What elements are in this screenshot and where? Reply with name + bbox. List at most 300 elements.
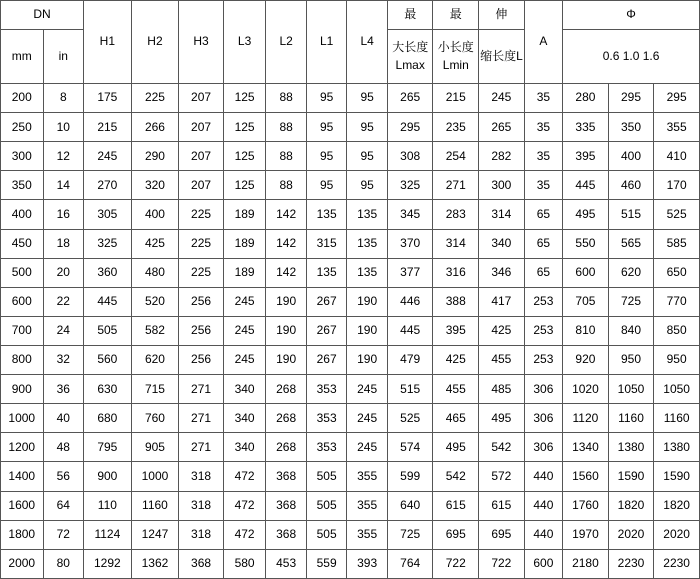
cell-shrink: 245 — [479, 84, 525, 113]
cell-phi-06: 2180 — [563, 549, 609, 578]
cell-lmin: 395 — [433, 316, 479, 345]
cell-lmin: 615 — [433, 491, 479, 520]
cell-dn-mm: 1400 — [1, 462, 44, 491]
cell-l2: 88 — [266, 142, 307, 171]
cell-phi-16: 585 — [654, 229, 700, 258]
cell-h2: 520 — [131, 287, 179, 316]
cell-lmin: 271 — [433, 171, 479, 200]
cell-l1: 353 — [306, 433, 347, 462]
cell-h3: 318 — [179, 491, 224, 520]
cell-dn-mm: 200 — [1, 84, 44, 113]
cell-phi-16: 410 — [654, 142, 700, 171]
cell-h1: 560 — [84, 346, 132, 375]
cell-h2: 905 — [131, 433, 179, 462]
cell-l3: 340 — [223, 375, 266, 404]
cell-l3: 245 — [223, 287, 266, 316]
cell-dn-mm: 700 — [1, 316, 44, 345]
cell-a: 306 — [524, 375, 562, 404]
header-h2: H2 — [131, 1, 179, 84]
cell-h2: 290 — [131, 142, 179, 171]
table-row — [1, 287, 700, 316]
cell-phi-16: 1050 — [654, 375, 700, 404]
cell-lmin: 722 — [433, 549, 479, 578]
cell-phi-16: 850 — [654, 316, 700, 345]
cell-phi-06: 705 — [563, 287, 609, 316]
cell-l3: 472 — [223, 462, 266, 491]
cell-a: 253 — [524, 287, 562, 316]
cell-dn-in: 18 — [43, 229, 84, 258]
cell-l2: 88 — [266, 113, 307, 142]
header-a: A — [524, 1, 562, 84]
cell-shrink: 340 — [479, 229, 525, 258]
header-shrink-detail — [479, 30, 525, 84]
cell-dn-mm: 800 — [1, 346, 44, 375]
cell-dn-mm: 600 — [1, 287, 44, 316]
table-row — [1, 84, 700, 113]
header-unit-in: in — [43, 30, 84, 84]
cell-l3: 580 — [223, 549, 266, 578]
cell-phi-16: 1820 — [654, 491, 700, 520]
cell-a: 253 — [524, 346, 562, 375]
cell-dn-mm: 1800 — [1, 520, 44, 549]
header-phi-pressures: 0.6 1.0 1.6 — [563, 30, 700, 84]
cell-phi-06: 280 — [563, 84, 609, 113]
cell-lmax: 377 — [387, 258, 433, 287]
cell-l3: 245 — [223, 346, 266, 375]
cell-h3: 225 — [179, 258, 224, 287]
cell-lmax: 574 — [387, 433, 433, 462]
cell-lmax: 640 — [387, 491, 433, 520]
cell-shrink: 282 — [479, 142, 525, 171]
cell-a: 440 — [524, 491, 562, 520]
cell-shrink: 615 — [479, 491, 525, 520]
cell-l4: 95 — [347, 84, 388, 113]
cell-l2: 142 — [266, 229, 307, 258]
cell-l3: 125 — [223, 171, 266, 200]
header-lmin-line2: Lmin — [442, 57, 469, 72]
cell-phi-16: 1380 — [654, 433, 700, 462]
cell-a: 65 — [524, 200, 562, 229]
cell-l4: 245 — [347, 433, 388, 462]
cell-lmax: 295 — [387, 113, 433, 142]
table-header-row-1 — [1, 1, 700, 30]
cell-phi-10: 950 — [608, 346, 654, 375]
cell-a: 440 — [524, 462, 562, 491]
cell-lmin: 542 — [433, 462, 479, 491]
cell-l4: 393 — [347, 549, 388, 578]
cell-phi-10: 1820 — [608, 491, 654, 520]
cell-phi-10: 620 — [608, 258, 654, 287]
table-row — [1, 113, 700, 142]
cell-l1: 353 — [306, 375, 347, 404]
cell-h2: 425 — [131, 229, 179, 258]
cell-h3: 207 — [179, 84, 224, 113]
cell-lmax: 325 — [387, 171, 433, 200]
cell-phi-10: 350 — [608, 113, 654, 142]
cell-lmax: 725 — [387, 520, 433, 549]
cell-l4: 190 — [347, 346, 388, 375]
cell-h3: 207 — [179, 142, 224, 171]
cell-shrink: 425 — [479, 316, 525, 345]
cell-l2: 88 — [266, 84, 307, 113]
cell-dn-in: 12 — [43, 142, 84, 171]
cell-lmin: 388 — [433, 287, 479, 316]
header-lmax-line1: 大长度 — [392, 40, 429, 55]
cell-lmin: 283 — [433, 200, 479, 229]
cell-l1: 95 — [306, 171, 347, 200]
cell-shrink: 455 — [479, 346, 525, 375]
cell-h2: 715 — [131, 375, 179, 404]
cell-l4: 135 — [347, 200, 388, 229]
cell-h2: 266 — [131, 113, 179, 142]
cell-h2: 620 — [131, 346, 179, 375]
cell-phi-06: 1120 — [563, 404, 609, 433]
header-l1: L1 — [306, 1, 347, 84]
cell-l1: 95 — [306, 84, 347, 113]
cell-phi-06: 445 — [563, 171, 609, 200]
cell-lmax: 479 — [387, 346, 433, 375]
cell-lmin: 314 — [433, 229, 479, 258]
cell-phi-10: 2020 — [608, 520, 654, 549]
cell-phi-10: 2230 — [608, 549, 654, 578]
cell-l3: 189 — [223, 200, 266, 229]
cell-dn-mm: 250 — [1, 113, 44, 142]
cell-l1: 267 — [306, 346, 347, 375]
cell-l1: 95 — [306, 113, 347, 142]
table-row — [1, 229, 700, 258]
cell-dn-mm: 1600 — [1, 491, 44, 520]
cell-l3: 189 — [223, 229, 266, 258]
cell-h3: 271 — [179, 433, 224, 462]
cell-l3: 125 — [223, 113, 266, 142]
cell-phi-06: 1020 — [563, 375, 609, 404]
cell-h1: 245 — [84, 142, 132, 171]
cell-h1: 630 — [84, 375, 132, 404]
cell-a: 35 — [524, 171, 562, 200]
header-l4: L4 — [347, 1, 388, 84]
cell-dn-in: 24 — [43, 316, 84, 345]
cell-a: 440 — [524, 520, 562, 549]
cell-dn-in: 56 — [43, 462, 84, 491]
cell-dn-mm: 450 — [1, 229, 44, 258]
cell-l1: 135 — [306, 258, 347, 287]
cell-shrink: 495 — [479, 404, 525, 433]
cell-h1: 110 — [84, 491, 132, 520]
cell-l4: 135 — [347, 258, 388, 287]
cell-shrink: 572 — [479, 462, 525, 491]
cell-shrink: 722 — [479, 549, 525, 578]
table-row — [1, 142, 700, 171]
cell-l1: 505 — [306, 491, 347, 520]
cell-h2: 1160 — [131, 491, 179, 520]
cell-h2: 1247 — [131, 520, 179, 549]
cell-h1: 1124 — [84, 520, 132, 549]
cell-l3: 245 — [223, 316, 266, 345]
cell-h3: 271 — [179, 404, 224, 433]
cell-l3: 472 — [223, 491, 266, 520]
table-row — [1, 316, 700, 345]
cell-a: 253 — [524, 316, 562, 345]
cell-phi-16: 2020 — [654, 520, 700, 549]
table-row — [1, 375, 700, 404]
cell-phi-10: 1160 — [608, 404, 654, 433]
cell-h2: 1000 — [131, 462, 179, 491]
cell-h3: 256 — [179, 287, 224, 316]
table-row — [1, 258, 700, 287]
cell-l2: 190 — [266, 287, 307, 316]
cell-phi-06: 1760 — [563, 491, 609, 520]
cell-h3: 207 — [179, 113, 224, 142]
table-row — [1, 404, 700, 433]
cell-l1: 505 — [306, 520, 347, 549]
cell-phi-16: 1590 — [654, 462, 700, 491]
cell-phi-06: 1970 — [563, 520, 609, 549]
cell-h3: 271 — [179, 375, 224, 404]
cell-lmin: 235 — [433, 113, 479, 142]
cell-l3: 472 — [223, 520, 266, 549]
cell-l4: 190 — [347, 287, 388, 316]
cell-phi-10: 1050 — [608, 375, 654, 404]
cell-l3: 125 — [223, 84, 266, 113]
cell-a: 65 — [524, 258, 562, 287]
cell-l2: 142 — [266, 258, 307, 287]
cell-phi-10: 460 — [608, 171, 654, 200]
cell-h2: 320 — [131, 171, 179, 200]
cell-h1: 1292 — [84, 549, 132, 578]
cell-h1: 175 — [84, 84, 132, 113]
cell-phi-16: 295 — [654, 84, 700, 113]
cell-lmin: 695 — [433, 520, 479, 549]
header-phi: Φ — [563, 1, 700, 30]
cell-shrink: 346 — [479, 258, 525, 287]
cell-phi-06: 810 — [563, 316, 609, 345]
cell-l3: 340 — [223, 433, 266, 462]
cell-h1: 900 — [84, 462, 132, 491]
cell-phi-16: 2230 — [654, 549, 700, 578]
table-row — [1, 171, 700, 200]
cell-dn-mm: 350 — [1, 171, 44, 200]
cell-shrink: 695 — [479, 520, 525, 549]
header-lmax-top: 最 — [387, 1, 433, 30]
cell-shrink: 300 — [479, 171, 525, 200]
cell-phi-10: 400 — [608, 142, 654, 171]
cell-l4: 355 — [347, 520, 388, 549]
cell-lmin: 254 — [433, 142, 479, 171]
cell-dn-mm: 2000 — [1, 549, 44, 578]
cell-l2: 268 — [266, 375, 307, 404]
header-shrink-line1: 缩长度L — [480, 48, 523, 63]
header-lmax-line2: Lmax — [395, 57, 425, 72]
cell-shrink: 485 — [479, 375, 525, 404]
cell-a: 35 — [524, 142, 562, 171]
cell-l1: 267 — [306, 287, 347, 316]
table-row — [1, 520, 700, 549]
table-row — [1, 462, 700, 491]
cell-lmin: 495 — [433, 433, 479, 462]
cell-phi-06: 1560 — [563, 462, 609, 491]
cell-lmax: 445 — [387, 316, 433, 345]
cell-phi-10: 295 — [608, 84, 654, 113]
cell-h2: 400 — [131, 200, 179, 229]
cell-l4: 355 — [347, 491, 388, 520]
cell-a: 65 — [524, 229, 562, 258]
header-shrink-top: 伸 — [479, 1, 525, 30]
cell-shrink: 417 — [479, 287, 525, 316]
cell-lmax: 370 — [387, 229, 433, 258]
cell-dn-in: 32 — [43, 346, 84, 375]
cell-l2: 268 — [266, 404, 307, 433]
cell-phi-16: 1160 — [654, 404, 700, 433]
cell-h3: 256 — [179, 346, 224, 375]
cell-phi-06: 1340 — [563, 433, 609, 462]
cell-h1: 305 — [84, 200, 132, 229]
cell-lmax: 265 — [387, 84, 433, 113]
cell-phi-16: 355 — [654, 113, 700, 142]
cell-dn-in: 10 — [43, 113, 84, 142]
cell-lmin: 425 — [433, 346, 479, 375]
cell-l2: 268 — [266, 433, 307, 462]
table-row — [1, 200, 700, 229]
cell-a: 35 — [524, 84, 562, 113]
cell-h1: 680 — [84, 404, 132, 433]
cell-dn-mm: 500 — [1, 258, 44, 287]
cell-l3: 125 — [223, 142, 266, 171]
cell-l4: 355 — [347, 462, 388, 491]
cell-h1: 360 — [84, 258, 132, 287]
cell-h1: 215 — [84, 113, 132, 142]
cell-phi-16: 650 — [654, 258, 700, 287]
cell-l4: 190 — [347, 316, 388, 345]
cell-lmax: 515 — [387, 375, 433, 404]
cell-l2: 453 — [266, 549, 307, 578]
cell-h2: 1362 — [131, 549, 179, 578]
cell-dn-in: 64 — [43, 491, 84, 520]
cell-a: 306 — [524, 404, 562, 433]
cell-l4: 245 — [347, 375, 388, 404]
table-row — [1, 346, 700, 375]
cell-phi-16: 525 — [654, 200, 700, 229]
cell-phi-10: 565 — [608, 229, 654, 258]
cell-phi-06: 920 — [563, 346, 609, 375]
cell-dn-in: 36 — [43, 375, 84, 404]
cell-l1: 353 — [306, 404, 347, 433]
cell-l1: 559 — [306, 549, 347, 578]
cell-h3: 256 — [179, 316, 224, 345]
cell-l2: 142 — [266, 200, 307, 229]
cell-dn-mm: 300 — [1, 142, 44, 171]
cell-l2: 368 — [266, 520, 307, 549]
cell-h1: 325 — [84, 229, 132, 258]
cell-h3: 318 — [179, 462, 224, 491]
cell-shrink: 265 — [479, 113, 525, 142]
cell-l2: 368 — [266, 491, 307, 520]
cell-dn-in: 8 — [43, 84, 84, 113]
cell-dn-mm: 900 — [1, 375, 44, 404]
cell-l1: 267 — [306, 316, 347, 345]
cell-shrink: 542 — [479, 433, 525, 462]
table-row — [1, 433, 700, 462]
cell-l1: 95 — [306, 142, 347, 171]
cell-a: 600 — [524, 549, 562, 578]
cell-l1: 315 — [306, 229, 347, 258]
cell-lmax: 764 — [387, 549, 433, 578]
cell-dn-mm: 1200 — [1, 433, 44, 462]
cell-h1: 795 — [84, 433, 132, 462]
cell-dn-mm: 400 — [1, 200, 44, 229]
cell-dn-in: 72 — [43, 520, 84, 549]
header-lmin-line1: 小长度 — [437, 40, 474, 55]
cell-l2: 88 — [266, 171, 307, 200]
header-l2: L2 — [266, 1, 307, 84]
cell-phi-10: 725 — [608, 287, 654, 316]
cell-h1: 445 — [84, 287, 132, 316]
cell-lmax: 308 — [387, 142, 433, 171]
cell-l4: 95 — [347, 142, 388, 171]
table-row — [1, 491, 700, 520]
cell-dn-in: 48 — [43, 433, 84, 462]
cell-lmax: 345 — [387, 200, 433, 229]
cell-dn-mm: 1000 — [1, 404, 44, 433]
cell-l2: 190 — [266, 316, 307, 345]
cell-l4: 245 — [347, 404, 388, 433]
cell-phi-10: 515 — [608, 200, 654, 229]
cell-phi-06: 550 — [563, 229, 609, 258]
cell-h3: 207 — [179, 171, 224, 200]
header-l3: L3 — [223, 1, 266, 84]
header-lmin-detail — [433, 30, 479, 84]
cell-h1: 270 — [84, 171, 132, 200]
cell-l3: 340 — [223, 404, 266, 433]
table-row — [1, 549, 700, 578]
cell-h2: 582 — [131, 316, 179, 345]
cell-lmax: 446 — [387, 287, 433, 316]
cell-l2: 368 — [266, 462, 307, 491]
cell-l1: 135 — [306, 200, 347, 229]
cell-lmax: 525 — [387, 404, 433, 433]
cell-l4: 135 — [347, 229, 388, 258]
cell-dn-in: 22 — [43, 287, 84, 316]
cell-lmin: 465 — [433, 404, 479, 433]
cell-l4: 95 — [347, 171, 388, 200]
cell-phi-10: 1380 — [608, 433, 654, 462]
cell-shrink: 314 — [479, 200, 525, 229]
cell-dn-in: 20 — [43, 258, 84, 287]
cell-a: 35 — [524, 113, 562, 142]
cell-phi-16: 170 — [654, 171, 700, 200]
cell-phi-06: 495 — [563, 200, 609, 229]
cell-h3: 225 — [179, 229, 224, 258]
header-h3: H3 — [179, 1, 224, 84]
cell-phi-06: 335 — [563, 113, 609, 142]
cell-h2: 480 — [131, 258, 179, 287]
cell-l4: 95 — [347, 113, 388, 142]
cell-h3: 318 — [179, 520, 224, 549]
header-lmin-top: 最 — [433, 1, 479, 30]
cell-l1: 505 — [306, 462, 347, 491]
cell-dn-in: 16 — [43, 200, 84, 229]
cell-lmax: 599 — [387, 462, 433, 491]
cell-lmin: 455 — [433, 375, 479, 404]
cell-phi-06: 600 — [563, 258, 609, 287]
cell-l3: 189 — [223, 258, 266, 287]
header-lmax-detail — [387, 30, 433, 84]
cell-phi-06: 395 — [563, 142, 609, 171]
header-h1: H1 — [84, 1, 132, 84]
header-unit-mm: mm — [1, 30, 44, 84]
cell-h2: 760 — [131, 404, 179, 433]
cell-dn-in: 40 — [43, 404, 84, 433]
cell-h1: 505 — [84, 316, 132, 345]
